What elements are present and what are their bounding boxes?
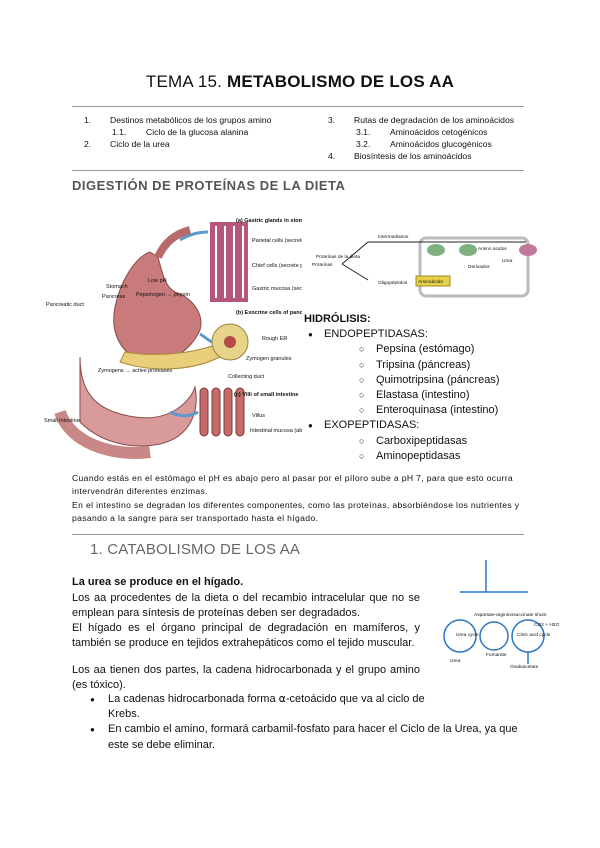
digestion-figure: [40, 212, 302, 462]
catabolismo-bullets: [72, 692, 532, 753]
fig-label-exocrine: (b) Exocrine cells of panc: [236, 310, 302, 316]
fig-label-villus: Villus: [252, 413, 266, 419]
enzyme-item: ○ Enteroquinasa (intestino): [304, 403, 500, 418]
pw-aminoacid: Aminoácido: [418, 280, 444, 285]
digestion-text-1: Cuando estás en el estómago el pH es abajo pero al pasar por el píloro sube a pH 7, para que esto ocurra intervendrán diferentes enzimas.: [72, 473, 514, 497]
divider-section: [72, 534, 524, 535]
enzyme-item: ○ Tripsina (páncreas): [304, 358, 500, 373]
fig-label-intestinal: Intestinal mucosa (ab: [250, 428, 302, 434]
digestion-paragraph: [72, 472, 532, 525]
pw-intermediates: Intermediarios: [378, 235, 409, 240]
divider-toc: [72, 170, 524, 171]
pw-urea: Urea: [502, 259, 513, 264]
fig-label-zymogen: Zymogen granules: [246, 356, 292, 362]
bullet-item: ● La cadenas hidrocarbonada forma ⍺-cetoácido que va al ciclo de Krebs.: [72, 692, 458, 722]
enzyme-group: ● ENDOPEPTIDASAS:: [304, 327, 500, 342]
fig-label-pancreas: Pancreas: [102, 294, 126, 300]
fig-label-small: Small intestine: [44, 418, 80, 424]
toc-label: Biosíntesis de los aminoácidos: [354, 151, 472, 161]
toc-item[interactable]: [328, 126, 514, 138]
divider-top: [72, 106, 524, 107]
cycle-urea-out: Urea: [450, 659, 461, 664]
fig-label-parietal: Parietal cells (secret: [252, 238, 302, 244]
toc-num: 2.: [84, 139, 92, 149]
fig-label-villi: (c) Villi of small intestine: [234, 392, 299, 398]
enzyme-item: ○ Pepsina (estómago): [304, 342, 500, 357]
hidrolisis-title: HIDRÓLISIS:: [304, 313, 371, 325]
toc-item[interactable]: [84, 138, 271, 150]
pw-amino: Amino ácidos: [478, 247, 507, 252]
toc-num: 3.: [328, 115, 336, 125]
section-heading-digestion: DIGESTIÓN DE PROTEÍNAS DE LA DIETA: [72, 178, 346, 193]
toc-item[interactable]: [328, 114, 514, 126]
cycle-co2: CO2 + H2O: [534, 623, 560, 628]
enzyme-item: ○ Carboxipeptidasas: [304, 434, 500, 449]
hidrolisis-block: [304, 312, 500, 464]
enzyme-item: ○ Quimotripsina (páncreas): [304, 373, 500, 388]
fig-label-collecting: Collecting duct: [228, 374, 265, 380]
title-main: METABOLISMO DE LOS AA: [227, 72, 455, 91]
title-prefix: TEMA 15.: [145, 72, 223, 91]
catabolismo-p2: El hígado es el órgano principal de degradación en mamíferos, y también se produce en tejidos extrahepáticos como el tejido muscular.: [72, 622, 420, 650]
toc-item[interactable]: [84, 114, 271, 126]
fig-label-pepsinogen: Pepsinogen → pepsin: [136, 292, 190, 298]
toc-label: Ciclo de la glucosa alanina: [146, 127, 249, 137]
digestion-text-2: En el intestino se degradan los diferentes componentes, como las proteínas, absorbiéndose los nutrientes y pasando a la sangre para ser transportado hasta el hígado.: [72, 499, 520, 523]
fig-label-stomach: Stomach: [106, 284, 128, 290]
urea-cycle-diagram: [430, 552, 560, 670]
toc-num: 4.: [328, 151, 336, 161]
toc-num: 3.2.: [356, 139, 371, 149]
section-heading-catabolismo: 1. CATABOLISMO DE LOS AA: [90, 541, 301, 558]
urea-heading: La urea se produce en el hígado.: [72, 576, 244, 588]
cycle-fumarate: Fumarate: [486, 653, 507, 658]
pw-derivatives: Derivados: [468, 265, 490, 270]
cycle-urea: Urea cycle: [456, 633, 479, 638]
bullet-item: ● En cambio el amino, formará carbamil-fosfato para hacer el Ciclo de la Urea, ya que este se debe eliminar.: [72, 722, 532, 752]
enzyme-group: ● EXOPEPTIDASAS:: [304, 418, 500, 433]
page-title: [0, 72, 600, 92]
toc-item[interactable]: [328, 138, 514, 150]
toc-num: 1.1.: [112, 127, 127, 137]
fig-label-rough: Rough ER: [262, 336, 288, 342]
enzyme-item: ○ Aminopeptidasas: [304, 449, 500, 464]
toc-label: Aminoácidos cetogénicos: [390, 127, 488, 137]
catabolismo-p3: Los aa tienen dos partes, la cadena hidrocarbonada y el grupo amino (es tóxico).: [72, 664, 420, 692]
enzyme-item: ○ Elastasa (intestino): [304, 388, 500, 403]
toc-num: 3.1.: [356, 127, 371, 137]
fig-label-chief: Chief cells (secrete: [252, 263, 299, 269]
fig-label-mucosa: Gastric mucosa (sec: [252, 286, 302, 292]
toc-label: Destinos metabólicos de los grupos amino: [110, 115, 272, 125]
toc-left: [84, 114, 271, 150]
cycle-oxaloacetate: Oxaloacetate: [510, 665, 539, 670]
fig-label-zym-active: Zymogens → active proteases: [98, 368, 173, 374]
fig-label-duct: Pancreatic duct: [46, 302, 84, 308]
pw-oligo: Oligopéptidos: [378, 281, 408, 286]
toc-label: Rutas de degradación de los aminoácidos: [354, 115, 515, 125]
pw-proteins: Proteínas: [312, 263, 333, 268]
cycle-aspartate: Aspartate-argininosuccinate shunt: [474, 613, 547, 618]
toc-right: [328, 114, 514, 162]
cycle-citric: Citric acid cycle: [517, 633, 551, 638]
protein-pathway-diagram: [308, 228, 556, 300]
toc-item[interactable]: [84, 126, 271, 138]
toc-label: Ciclo de la urea: [110, 139, 170, 149]
fig-label-lowph: Low pH: [148, 278, 167, 284]
fig-label-gastric: (a) Gastric glands in stom: [236, 218, 302, 224]
catabolismo-p1: Los aa procedentes de la dieta o del recambio intracelular que no se emplean para síntesis de proteínas deben ser degradados.: [72, 592, 420, 620]
toc-num: 1.: [84, 115, 92, 125]
toc-item[interactable]: [328, 150, 514, 162]
toc-label: Aminoácidos glucogénicos: [390, 139, 492, 149]
pw-dietary: Proteínas de la dieta: [316, 255, 361, 260]
